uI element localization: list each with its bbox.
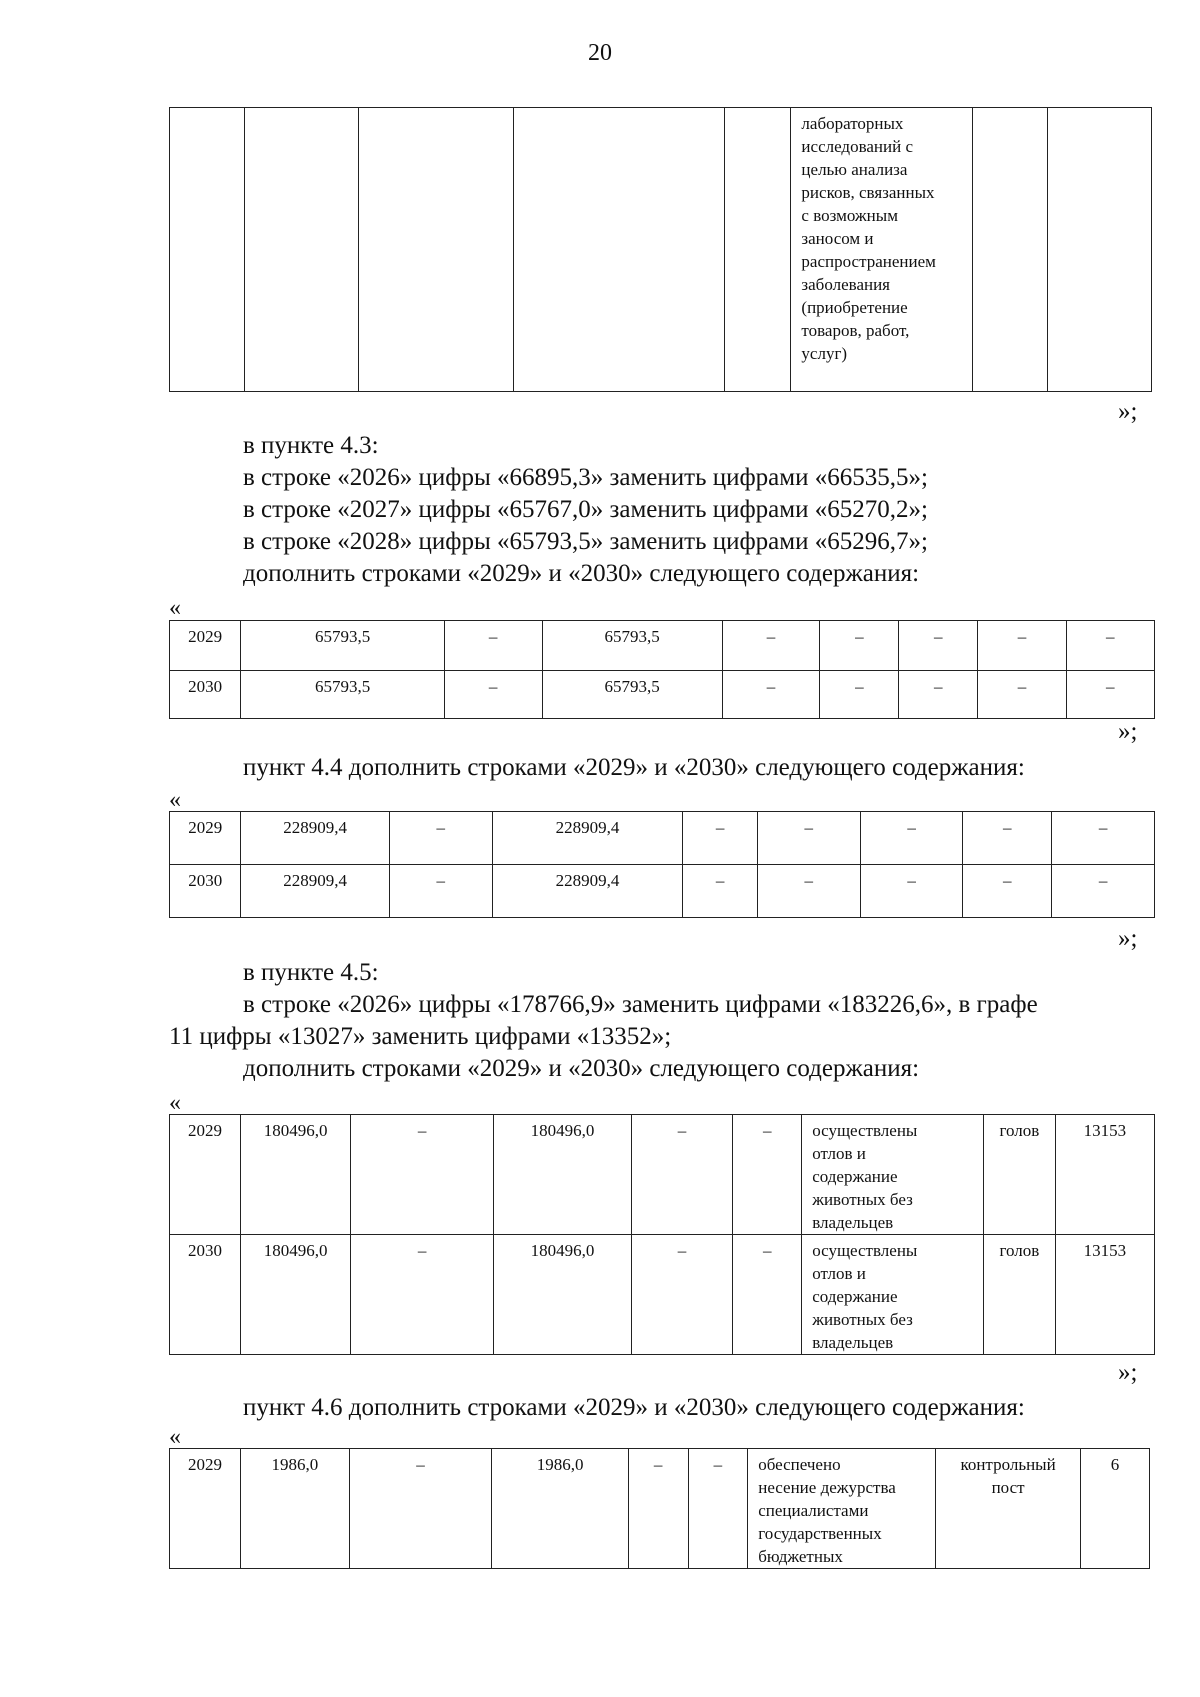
- page-number: 20: [588, 40, 612, 66]
- paragraph-line: в пункте 4.3:: [243, 432, 379, 459]
- table-4-4: [169, 811, 1155, 918]
- table-4-5: [169, 1114, 1155, 1355]
- table-4-6: [169, 1448, 1150, 1569]
- closing-quote: »;: [1118, 1359, 1138, 1386]
- paragraph-line: дополнить строками «2029» и «2030» следующего содержания:: [243, 560, 920, 587]
- table-row: 2029 228909,4 – 228909,4 – – – – –: [170, 812, 1155, 865]
- opening-quote: «: [169, 1090, 181, 1116]
- table-row: 2030 180496,0 – 180496,0 – – осуществлены отлов и содержание животных без владельцев голов 13153: [170, 1235, 1155, 1355]
- table-row: 2030 65793,5 – 65793,5 – – – – –: [170, 671, 1155, 719]
- closing-quote: »;: [1118, 718, 1138, 745]
- description-cell: осуществлены отлов и содержание животных без владельцев: [802, 1235, 984, 1355]
- paragraph-line: пункт 4.6 дополнить строками «2029» и «2030» следующего содержания:: [243, 1394, 1025, 1421]
- paragraph-line: в строке «2027» цифры «65767,0» заменить цифрами «65270,2»;: [243, 496, 928, 523]
- paragraph-line: в строке «2028» цифры «65793,5» заменить цифрами «65296,7»;: [243, 528, 928, 555]
- closing-quote: »;: [1118, 398, 1138, 425]
- description-cell: лабораторных исследований с целью анализа рисков, связанных с возможным заносом и распространением заболевания (приобретение товаров, работ, услуг): [791, 108, 973, 392]
- paragraph-line: в пункте 4.5:: [243, 959, 379, 986]
- paragraph-line: в строке «2026» цифры «66895,3» заменить цифрами «66535,5»;: [243, 464, 928, 491]
- opening-quote: «: [169, 787, 181, 813]
- paragraph-line: дополнить строками «2029» и «2030» следующего содержания:: [243, 1055, 920, 1082]
- table-row: 2029 65793,5 – 65793,5 – – – – –: [170, 621, 1155, 671]
- paragraph-line: в строке «2026» цифры «178766,9» заменить цифрами «183226,6», в графе: [243, 991, 1038, 1018]
- table-row: 2029 180496,0 – 180496,0 – – осуществлены отлов и содержание животных без владельцев голов 13153: [170, 1115, 1155, 1235]
- table-4-3: [169, 620, 1155, 719]
- table-row: 2029 1986,0 – 1986,0 – – обеспечено несение дежурства специалистами государственных бюджетных контрольный пост 6: [170, 1449, 1150, 1569]
- opening-quote: «: [169, 595, 181, 621]
- paragraph-line: пункт 4.4 дополнить строками «2029» и «2030» следующего содержания:: [243, 754, 1025, 781]
- paragraph-line: 11 цифры «13027» заменить цифрами «13352»;: [169, 1023, 672, 1050]
- description-cell: обеспечено несение дежурства специалистами государственных бюджетных: [748, 1449, 936, 1569]
- opening-quote: «: [169, 1424, 181, 1450]
- table-continuation: [169, 107, 1152, 392]
- unit-cell: контрольный пост: [936, 1449, 1081, 1569]
- closing-quote: »;: [1118, 925, 1138, 952]
- table-row: 2030 228909,4 – 228909,4 – – – – –: [170, 865, 1155, 918]
- description-cell: осуществлены отлов и содержание животных без владельцев: [802, 1115, 984, 1235]
